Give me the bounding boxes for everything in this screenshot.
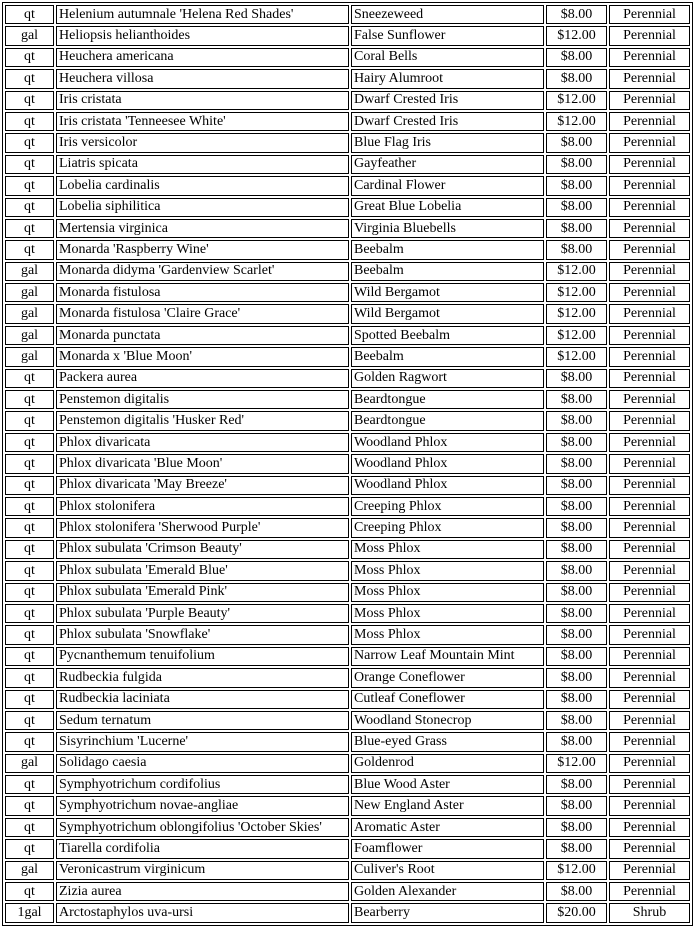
botanical-name-cell: Mertensia virginica [56, 219, 349, 238]
common-name-cell: Woodland Phlox [351, 433, 544, 452]
price-cell: $12.00 [546, 283, 607, 302]
type-cell: Perennial [609, 540, 690, 559]
type-cell: Perennial [609, 625, 690, 644]
size-cell: qt [5, 668, 54, 687]
botanical-name-cell: Heuchera americana [56, 48, 349, 67]
botanical-name-cell: Packera aurea [56, 369, 349, 388]
size-cell: qt [5, 5, 54, 24]
common-name-cell: Spotted Beebalm [351, 326, 544, 345]
common-name-cell: Orange Coneflower [351, 668, 544, 687]
size-cell: gal [5, 283, 54, 302]
size-cell: qt [5, 240, 54, 259]
table-row [5, 411, 690, 430]
table-row [5, 647, 690, 666]
botanical-name-cell: Phlox subulata 'Emerald Pink' [56, 583, 349, 602]
size-cell: qt [5, 112, 54, 131]
size-cell: qt [5, 775, 54, 794]
common-name-cell: Moss Phlox [351, 583, 544, 602]
botanical-name-cell: Iris cristata [56, 91, 349, 110]
size-cell: gal [5, 26, 54, 45]
common-name-cell: Beebalm [351, 262, 544, 281]
table-row [5, 326, 690, 345]
botanical-name-cell: Phlox stolonifera [56, 497, 349, 516]
size-cell: qt [5, 518, 54, 537]
size-cell: qt [5, 818, 54, 837]
type-cell: Perennial [609, 326, 690, 345]
botanical-name-cell: Phlox divaricata 'May Breeze' [56, 476, 349, 495]
table-row [5, 497, 690, 516]
type-cell: Perennial [609, 604, 690, 623]
price-cell: $8.00 [546, 48, 607, 67]
price-cell: $8.00 [546, 583, 607, 602]
common-name-cell: New England Aster [351, 796, 544, 815]
table-row [5, 283, 690, 302]
common-name-cell: Virginia Bluebells [351, 219, 544, 238]
price-cell: $8.00 [546, 839, 607, 858]
type-cell: Perennial [609, 583, 690, 602]
price-cell: $12.00 [546, 861, 607, 880]
price-cell: $12.00 [546, 326, 607, 345]
type-cell: Perennial [609, 476, 690, 495]
price-cell: $12.00 [546, 754, 607, 773]
type-cell: Perennial [609, 518, 690, 537]
common-name-cell: Moss Phlox [351, 604, 544, 623]
type-cell: Perennial [609, 411, 690, 430]
table-row [5, 754, 690, 773]
table-row [5, 476, 690, 495]
type-cell: Perennial [609, 497, 690, 516]
size-cell: qt [5, 476, 54, 495]
common-name-cell: Beebalm [351, 240, 544, 259]
price-cell: $8.00 [546, 411, 607, 430]
type-cell: Shrub [609, 903, 690, 922]
size-cell: qt [5, 91, 54, 110]
botanical-name-cell: Lobelia siphilitica [56, 198, 349, 217]
table-row [5, 26, 690, 45]
price-cell: $8.00 [546, 518, 607, 537]
size-cell: qt [5, 433, 54, 452]
price-cell: $12.00 [546, 304, 607, 323]
common-name-cell: Sneezeweed [351, 5, 544, 24]
table-row [5, 561, 690, 580]
table-row [5, 219, 690, 238]
price-cell: $8.00 [546, 604, 607, 623]
price-cell: $12.00 [546, 262, 607, 281]
table-row [5, 818, 690, 837]
size-cell: qt [5, 454, 54, 473]
common-name-cell: Moss Phlox [351, 625, 544, 644]
type-cell: Perennial [609, 69, 690, 88]
type-cell: Perennial [609, 839, 690, 858]
size-cell: qt [5, 369, 54, 388]
common-name-cell: Wild Bergamot [351, 304, 544, 323]
size-cell: qt [5, 390, 54, 409]
botanical-name-cell: Veronicastrum virginicum [56, 861, 349, 880]
botanical-name-cell: Sisyrinchium 'Lucerne' [56, 732, 349, 751]
size-cell: qt [5, 711, 54, 730]
common-name-cell: Moss Phlox [351, 561, 544, 580]
price-cell: $8.00 [546, 711, 607, 730]
size-cell: qt [5, 583, 54, 602]
type-cell: Perennial [609, 219, 690, 238]
price-cell: $8.00 [546, 240, 607, 259]
size-cell: gal [5, 304, 54, 323]
common-name-cell: Goldenrod [351, 754, 544, 773]
type-cell: Perennial [609, 754, 690, 773]
common-name-cell: Gayfeather [351, 155, 544, 174]
type-cell: Perennial [609, 561, 690, 580]
botanical-name-cell: Monarda x 'Blue Moon' [56, 347, 349, 366]
table-row [5, 369, 690, 388]
table-row [5, 732, 690, 751]
table-row [5, 882, 690, 901]
type-cell: Perennial [609, 262, 690, 281]
size-cell: gal [5, 754, 54, 773]
type-cell: Perennial [609, 155, 690, 174]
common-name-cell: Blue Flag Iris [351, 133, 544, 152]
botanical-name-cell: Tiarella cordifolia [56, 839, 349, 858]
price-cell: $12.00 [546, 112, 607, 131]
table-row [5, 540, 690, 559]
botanical-name-cell: Penstemon digitalis [56, 390, 349, 409]
type-cell: Perennial [609, 647, 690, 666]
table-row [5, 347, 690, 366]
botanical-name-cell: Monarda didyma 'Gardenview Scarlet' [56, 262, 349, 281]
size-cell: gal [5, 861, 54, 880]
table-row [5, 262, 690, 281]
table-row [5, 454, 690, 473]
botanical-name-cell: Penstemon digitalis 'Husker Red' [56, 411, 349, 430]
botanical-name-cell: Solidago caesia [56, 754, 349, 773]
price-cell: $8.00 [546, 818, 607, 837]
common-name-cell: Woodland Phlox [351, 454, 544, 473]
table-row [5, 775, 690, 794]
size-cell: gal [5, 262, 54, 281]
botanical-name-cell: Rudbeckia fulgida [56, 668, 349, 687]
table-row [5, 69, 690, 88]
common-name-cell: Great Blue Lobelia [351, 198, 544, 217]
price-cell: $8.00 [546, 155, 607, 174]
botanical-name-cell: Monarda 'Raspberry Wine' [56, 240, 349, 259]
price-cell: $8.00 [546, 668, 607, 687]
table-row [5, 133, 690, 152]
botanical-name-cell: Iris cristata 'Tenneesee White' [56, 112, 349, 131]
common-name-cell: Beardtongue [351, 390, 544, 409]
common-name-cell: Woodland Stonecrop [351, 711, 544, 730]
common-name-cell: Moss Phlox [351, 540, 544, 559]
table-row [5, 48, 690, 67]
price-cell: $8.00 [546, 647, 607, 666]
type-cell: Perennial [609, 283, 690, 302]
type-cell: Perennial [609, 390, 690, 409]
size-cell: qt [5, 540, 54, 559]
type-cell: Perennial [609, 882, 690, 901]
common-name-cell: Blue-eyed Grass [351, 732, 544, 751]
size-cell: qt [5, 732, 54, 751]
botanical-name-cell: Phlox subulata 'Crimson Beauty' [56, 540, 349, 559]
price-cell: $8.00 [546, 454, 607, 473]
common-name-cell: Creeping Phlox [351, 497, 544, 516]
type-cell: Perennial [609, 176, 690, 195]
price-cell: $8.00 [546, 540, 607, 559]
botanical-name-cell: Monarda punctata [56, 326, 349, 345]
table-row [5, 390, 690, 409]
size-cell: qt [5, 198, 54, 217]
price-cell: $8.00 [546, 390, 607, 409]
botanical-name-cell: Sedum ternatum [56, 711, 349, 730]
table-row [5, 112, 690, 131]
botanical-name-cell: Arctostaphylos uva-ursi [56, 903, 349, 922]
common-name-cell: Woodland Phlox [351, 476, 544, 495]
table-row [5, 796, 690, 815]
botanical-name-cell: Phlox stolonifera 'Sherwood Purple' [56, 518, 349, 537]
common-name-cell: Beardtongue [351, 411, 544, 430]
botanical-name-cell: Symphyotrichum novae-angliae [56, 796, 349, 815]
size-cell: qt [5, 690, 54, 709]
botanical-name-cell: Phlox subulata 'Emerald Blue' [56, 561, 349, 580]
table-row [5, 518, 690, 537]
table-row [5, 198, 690, 217]
botanical-name-cell: Phlox divaricata 'Blue Moon' [56, 454, 349, 473]
size-cell: qt [5, 561, 54, 580]
table-row [5, 304, 690, 323]
plant-table-body [5, 5, 690, 923]
price-cell: $8.00 [546, 476, 607, 495]
size-cell: qt [5, 647, 54, 666]
botanical-name-cell: Symphyotrichum oblongifolius 'October Skies' [56, 818, 349, 837]
price-cell: $8.00 [546, 732, 607, 751]
price-cell: $8.00 [546, 561, 607, 580]
botanical-name-cell: Rudbeckia laciniata [56, 690, 349, 709]
botanical-name-cell: Lobelia cardinalis [56, 176, 349, 195]
type-cell: Perennial [609, 775, 690, 794]
botanical-name-cell: Heliopsis helianthoides [56, 26, 349, 45]
type-cell: Perennial [609, 454, 690, 473]
size-cell: qt [5, 69, 54, 88]
type-cell: Perennial [609, 198, 690, 217]
size-cell: gal [5, 326, 54, 345]
price-cell: $12.00 [546, 91, 607, 110]
table-row [5, 91, 690, 110]
size-cell: gal [5, 347, 54, 366]
table-row [5, 839, 690, 858]
type-cell: Perennial [609, 347, 690, 366]
table-row [5, 903, 690, 922]
common-name-cell: Wild Bergamot [351, 283, 544, 302]
table-row [5, 711, 690, 730]
size-cell: qt [5, 411, 54, 430]
size-cell: qt [5, 839, 54, 858]
price-cell: $8.00 [546, 176, 607, 195]
price-cell: $8.00 [546, 133, 607, 152]
botanical-name-cell: Symphyotrichum cordifolius [56, 775, 349, 794]
table-row [5, 861, 690, 880]
size-cell: 1gal [5, 903, 54, 922]
type-cell: Perennial [609, 133, 690, 152]
type-cell: Perennial [609, 5, 690, 24]
common-name-cell: Coral Bells [351, 48, 544, 67]
botanical-name-cell: Pycnanthemum tenuifolium [56, 647, 349, 666]
table-row [5, 625, 690, 644]
common-name-cell: Foamflower [351, 839, 544, 858]
type-cell: Perennial [609, 48, 690, 67]
price-cell: $8.00 [546, 219, 607, 238]
common-name-cell: Dwarf Crested Iris [351, 112, 544, 131]
price-cell: $8.00 [546, 497, 607, 516]
type-cell: Perennial [609, 304, 690, 323]
table-row [5, 176, 690, 195]
type-cell: Perennial [609, 732, 690, 751]
common-name-cell: Aromatic Aster [351, 818, 544, 837]
common-name-cell: Narrow Leaf Mountain Mint [351, 647, 544, 666]
common-name-cell: Creeping Phlox [351, 518, 544, 537]
type-cell: Perennial [609, 818, 690, 837]
table-row [5, 433, 690, 452]
type-cell: Perennial [609, 433, 690, 452]
type-cell: Perennial [609, 690, 690, 709]
price-cell: $8.00 [546, 625, 607, 644]
price-cell: $8.00 [546, 69, 607, 88]
table-row [5, 668, 690, 687]
common-name-cell: Blue Wood Aster [351, 775, 544, 794]
price-cell: $12.00 [546, 347, 607, 366]
size-cell: qt [5, 497, 54, 516]
price-cell: $8.00 [546, 796, 607, 815]
size-cell: qt [5, 133, 54, 152]
size-cell: qt [5, 625, 54, 644]
price-cell: $8.00 [546, 198, 607, 217]
size-cell: qt [5, 176, 54, 195]
price-cell: $8.00 [546, 433, 607, 452]
size-cell: qt [5, 155, 54, 174]
botanical-name-cell: Liatris spicata [56, 155, 349, 174]
price-cell: $8.00 [546, 369, 607, 388]
table-row [5, 690, 690, 709]
common-name-cell: Golden Alexander [351, 882, 544, 901]
type-cell: Perennial [609, 112, 690, 131]
table-row [5, 583, 690, 602]
botanical-name-cell: Monarda fistulosa [56, 283, 349, 302]
type-cell: Perennial [609, 91, 690, 110]
table-row [5, 604, 690, 623]
table-row [5, 240, 690, 259]
common-name-cell: Culiver's Root [351, 861, 544, 880]
common-name-cell: Cutleaf Coneflower [351, 690, 544, 709]
price-cell: $8.00 [546, 882, 607, 901]
type-cell: Perennial [609, 26, 690, 45]
type-cell: Perennial [609, 240, 690, 259]
price-cell: $8.00 [546, 775, 607, 794]
table-row [5, 155, 690, 174]
size-cell: qt [5, 796, 54, 815]
size-cell: qt [5, 219, 54, 238]
type-cell: Perennial [609, 369, 690, 388]
plant-price-table [2, 2, 693, 926]
size-cell: qt [5, 882, 54, 901]
size-cell: qt [5, 604, 54, 623]
price-cell: $8.00 [546, 690, 607, 709]
price-cell: $12.00 [546, 26, 607, 45]
botanical-name-cell: Phlox subulata 'Snowflake' [56, 625, 349, 644]
size-cell: qt [5, 48, 54, 67]
type-cell: Perennial [609, 711, 690, 730]
type-cell: Perennial [609, 668, 690, 687]
botanical-name-cell: Heuchera villosa [56, 69, 349, 88]
botanical-name-cell: Zizia aurea [56, 882, 349, 901]
common-name-cell: Hairy Alumroot [351, 69, 544, 88]
botanical-name-cell: Monarda fistulosa 'Claire Grace' [56, 304, 349, 323]
common-name-cell: Golden Ragwort [351, 369, 544, 388]
table-row [5, 5, 690, 24]
botanical-name-cell: Phlox subulata 'Purple Beauty' [56, 604, 349, 623]
common-name-cell: False Sunflower [351, 26, 544, 45]
botanical-name-cell: Helenium autumnale 'Helena Red Shades' [56, 5, 349, 24]
common-name-cell: Dwarf Crested Iris [351, 91, 544, 110]
type-cell: Perennial [609, 861, 690, 880]
common-name-cell: Cardinal Flower [351, 176, 544, 195]
common-name-cell: Beebalm [351, 347, 544, 366]
common-name-cell: Bearberry [351, 903, 544, 922]
type-cell: Perennial [609, 796, 690, 815]
price-cell: $20.00 [546, 903, 607, 922]
botanical-name-cell: Phlox divaricata [56, 433, 349, 452]
botanical-name-cell: Iris versicolor [56, 133, 349, 152]
price-cell: $8.00 [546, 5, 607, 24]
